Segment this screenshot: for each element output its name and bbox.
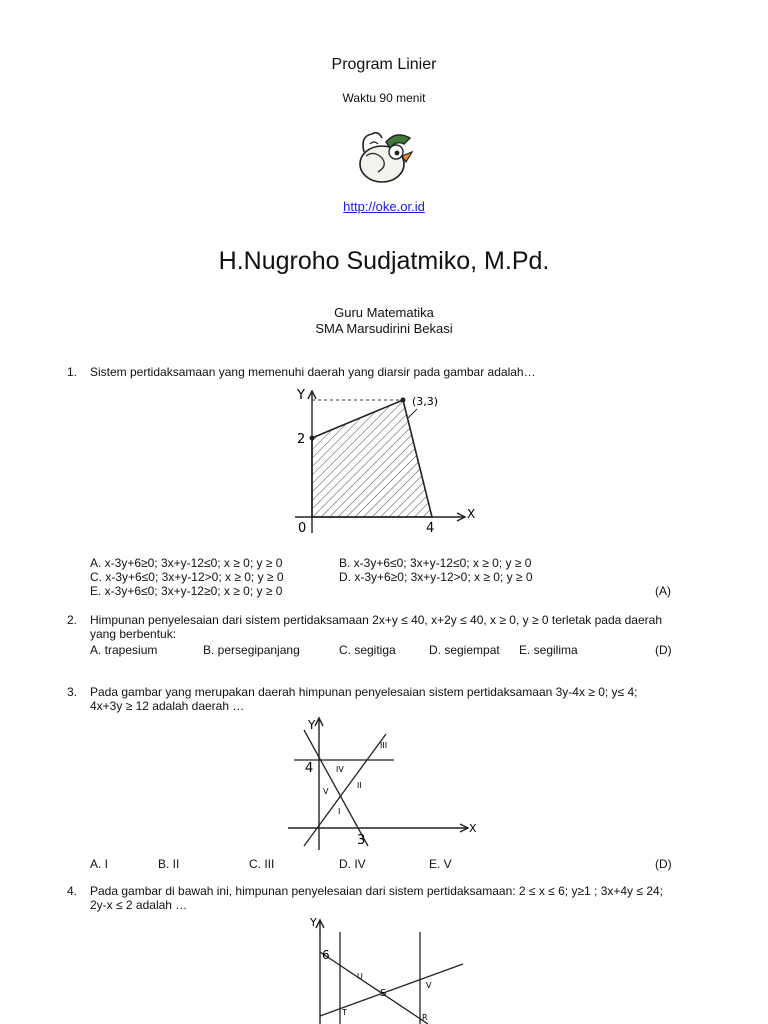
option-a[interactable]: A. x-3y+6≥0; 3x+y-12≤0; x ≥ 0; y ≥ 0 (90, 556, 283, 570)
region-label-v: V (426, 981, 432, 990)
shaded-region (312, 400, 432, 517)
option-d[interactable]: D. IV (339, 857, 366, 871)
x-axis-label: X (469, 822, 477, 835)
region-label-u: U (357, 972, 363, 981)
region-label-s: S (380, 988, 387, 999)
line-3x-4y-24 (320, 952, 428, 1024)
option-c[interactable]: C. x-3y+6≤0; 3x+y-12>0; x ≥ 0; y ≥ 0 (90, 570, 284, 584)
y-tick-label: 2 (297, 432, 306, 447)
region-label-ii: II (357, 781, 362, 790)
option-b[interactable]: B. II (158, 857, 180, 871)
y-axis-label: Y (297, 388, 305, 403)
option-d[interactable]: D. x-3y+6≥0; 3x+y-12>0; x ≥ 0; y ≥ 0 (339, 570, 533, 584)
option-d[interactable]: D. segiempat (429, 643, 500, 657)
question-number: 3. (67, 685, 78, 699)
figure-q1 (285, 383, 485, 538)
point-label: (3,3) (412, 395, 439, 408)
question-number: 2. (67, 613, 78, 627)
point-pointer (407, 409, 417, 419)
page-title: Program Linier (331, 56, 437, 73)
option-a[interactable]: A. trapesium (90, 643, 158, 657)
question-text-line2: yang berbentuk: (90, 627, 177, 641)
point-3-3 (401, 398, 406, 403)
x-tick-label: 3 (357, 833, 366, 848)
region-label-r: R (422, 1013, 428, 1022)
region-label-t: T (342, 1008, 347, 1017)
question-number: 4. (67, 884, 78, 898)
question-text-line1: Pada gambar di bawah ini, himpunan penyelesaian dari sistem pertidaksamaan: 2 ≤ x ≤ 6; y≥1 ; 3x+4y ≤ 24; (90, 884, 663, 898)
y-tick-label: 4 (305, 761, 314, 776)
time-limit: Waktu 90 menit (342, 91, 426, 105)
option-b[interactable]: B. persegipanjang (203, 643, 300, 657)
answer-key: (D) (655, 643, 672, 657)
author-name: H.Nugroho Sudjatmiko, M.Pd. (218, 247, 550, 275)
answer-key: (D) (655, 857, 672, 871)
x-axis-label: X (467, 507, 476, 521)
question-text: Sistem pertidaksamaan yang memenuhi daerah yang diarsir pada gambar adalah… (90, 365, 536, 379)
figure-q3 (282, 712, 482, 854)
origin-label: 0 (298, 521, 307, 536)
website-link[interactable]: http://oke.or.id (343, 199, 425, 214)
y-tick-label: 6 (322, 948, 330, 962)
question-text-line1: Pada gambar yang merupakan daerah himpunan penyelesaian sistem pertidaksamaan 3y-4x ≥ 0; y≤ 4; (90, 685, 638, 699)
question-text-line1: Himpunan penyelesaian dari sistem pertidaksamaan 2x+y ≤ 40, x+2y ≤ 40, x ≥ 0, y ≥ 0 terletak pada daerah (90, 613, 662, 627)
line-3y-4x (304, 734, 386, 846)
mascot-logo-icon (352, 122, 416, 186)
option-a[interactable]: A. I (90, 857, 109, 871)
option-b[interactable]: B. x-3y+6≤0; 3x+y-12≤0; x ≥ 0; y ≥ 0 (339, 556, 532, 570)
region-label-v: V (323, 787, 329, 796)
option-e[interactable]: E. x-3y+6≤0; 3x+y-12≥0; x ≥ 0; y ≥ 0 (90, 584, 283, 598)
figure-q4 (298, 912, 478, 1024)
region-label-iv: IV (336, 765, 344, 774)
author-school: SMA Marsudirini Bekasi (315, 321, 453, 336)
region-label-iii: III (380, 741, 388, 750)
author-role: Guru Matematika (334, 305, 434, 320)
option-c[interactable]: C. III (249, 857, 275, 871)
question-text-line2: 4x+3y ≥ 12 adalah daerah … (90, 699, 245, 713)
region-label-i: I (338, 807, 341, 816)
point-0-2 (310, 436, 315, 441)
y-axis-label: Y (310, 916, 317, 929)
option-c[interactable]: C. segitiga (339, 643, 396, 657)
option-e[interactable]: E. V (429, 857, 452, 871)
question-number: 1. (67, 365, 78, 379)
answer-key: (A) (655, 584, 671, 598)
x-tick-label: 4 (426, 521, 435, 536)
question-text-line2: 2y-x ≤ 2 adalah … (90, 898, 188, 912)
option-e[interactable]: E. segilima (519, 643, 578, 657)
y-axis-label: Y (308, 718, 316, 732)
